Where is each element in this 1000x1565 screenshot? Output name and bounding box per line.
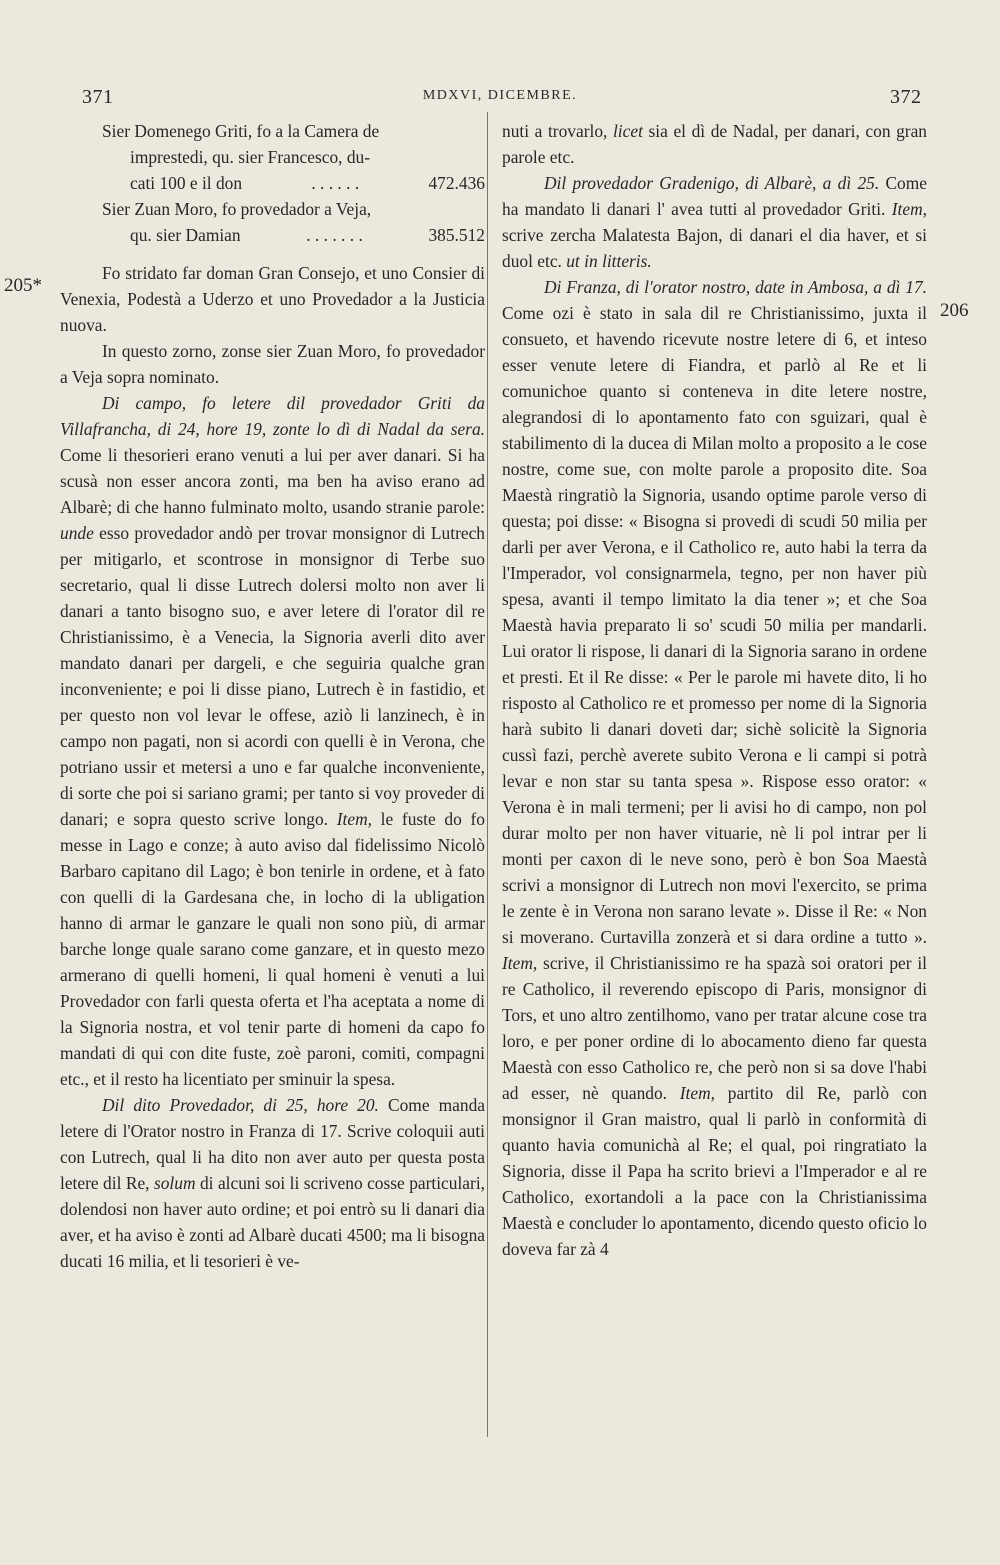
paragraph-text: scrive zercha Malatesta Bajon, di danari el dia haver, et si duol etc. (502, 225, 927, 271)
paragraph (502, 170, 927, 274)
leader-dots: . . . . . . . (306, 225, 363, 245)
paragraph-text: di alcuni soi li scriveno cosse particulari, dolendosi non haver auto ordine; et poi entrò su li danari dia aver, et ha aviso è zonti ad Albarè ducati 4500; ma li bisogna ducati 16 milia, et li tesorieri è ve- (60, 1173, 485, 1271)
account-line: imprestedi, qu. sier Francesco, du- (130, 147, 371, 167)
account-line (60, 222, 485, 248)
paragraph-heading: Dil dito Provedador, di 25, hore 20. (102, 1095, 379, 1115)
paragraph-text: Come manda letere di l'Orator nostro in Franza di 17. Scrive coloquii auti con Lutrech, qual li ha dito non aver auto per questa posta letere dil Re, (60, 1095, 486, 1193)
account-line-text: cati 100 e il don (130, 173, 243, 193)
paragraph (502, 118, 927, 170)
paragraph-text: le fuste do fo messe in Lago e conze; à auto aviso dal fidelissimo Nicolò Barbaro capitano dil Lago; è bon tenirle in ordene, et à fato con quelli di la Gardesana che, in locho di la ubligation hanno di armar le ganzare le quali non sono più, di armar barche longe quale sarano come ganzare, et in questo mezo armerano di quelli homeni, li qual homeni è venuti a lui Provedador con farli questa oferta et l'ha aceptata a nome di la Signoria nostra, et vol tenir parte di homeni da capo fo mandati di qui con dite fuste, zoè paroni, comiti, compagni etc., et il resto ha licentiato per sminuir la spesa. (60, 809, 485, 1089)
left-page-number: 371 (82, 86, 114, 108)
account-line: Sier Zuan Moro, fo provedador a Veja, (102, 199, 372, 219)
right-page-number: 372 (890, 86, 922, 108)
paragraph-heading: Dil provedador Gradenigo, di Albarè, a dì 25. (544, 173, 880, 193)
latin-term: Item, (328, 809, 372, 829)
latin-term: Item, (667, 1083, 716, 1103)
latin-term: Item, (502, 953, 538, 973)
account-line (60, 170, 485, 196)
paragraph-text: esso provedador andò per trovar monsignor di Lutrech per mitigarlo, et scontrose in monsignor di Terbe suo secretario, qual li disse Lutrech dolersi molto non aver li danari a tanto bisogno suo, e aver letere di l'orator dil re Christianissimo, è a Venecia, la Signoria averli dito aver mandato danari per dargeli, e che seguiria qualche gran inconveniente; e poi li disse piano, Lutrech è in fastidio, et per questo non vol levar le offese, aziò li lanzinech, è in campo non pagati, non si acordi con quelli è in Verona, che potriano ussir et metersi a uno e far qualche inconveniente, di sorte che poi si sariano grami; per tanto si voy proveder di danari; e sopra questo scrive longo. (60, 523, 485, 829)
left-column (60, 118, 485, 1274)
right-margin-marker: 206 (940, 300, 969, 321)
account-amount: 385.512 (428, 225, 485, 245)
account-line-text: qu. sier Damian (130, 225, 241, 245)
account-entry (60, 196, 485, 248)
paragraph (60, 1092, 485, 1274)
paragraph-text: Come ozi è stato in sala dil re Christianissimo, juxta il consueto, et havendo ricevute nostre letere di 6, et inteso esser venute letere di Fiandra, et parlò al Re et li comunichoe quanto si conteneva in dite letere nostre, alegrandosi di lo apontamento fato con sguizari, qual è stabilimento di la ducea di Milan molto a proposito a le cose nostre, come sue, con molte parole a proposito dite. Soa Maestà ringratiò la Signoria, usando optime parole verso di questa; poi disse: « Bisogna si provedi di scudi 50 milia per darli per aver Verona, e il Catholico re, auto habi la terra da l'Imperador, vol consignarmela, tegno, per non haver più spesa, avanti il tempo limitato la dia tener »; et che Soa Maestà havia preparato li so' scudi 50 milia per mandarli. Lui orator li rispose, li danari di la Signoria sarano in ordene et presti. Et il Re disse: « Per le parole mi havete dito, li ho risposto al Catholico re et promesso per nome di la Signoria harà subito li danari doveti dar; sichè solicitè la Signoria cussì fazi, perchè averete subito Verona e li campi si potrà levar e non star su tanta spesa ». Rispose esso orator: « Verona è in mali termeni; per li avisi ho di campo, non pol durar molto per non haver vituarie, nè li pol intrar per li monti per caxon di le neve sono, però è bon Soa Maestà scrivi a monsignor di Lutrech non movi l'exercito, se prima le zente è in Verona non sarano levate ». Disse il Re: « Non si moverano. Curtavilla zonzerà et si dara ordine a tutto ». (502, 303, 927, 947)
latin-term: ut in litteris. (561, 251, 652, 271)
leader-dots: . . . . . . (311, 173, 360, 193)
paragraph-text: Come li thesorieri erano venuti a lui per aver danari. Si ha scusà non esser ancora zonti, ma ben ha aviso erano ad Albarè; di che hanno fulminato molto, usando stranie parole: (60, 445, 485, 517)
account-line: Sier Domenego Griti, fo a la Camera de (102, 121, 380, 141)
paragraph-heading: Di Franza, di l'orator nostro, date in Ambosa, a dì 17. (544, 277, 927, 297)
paragraph (502, 274, 927, 1262)
paragraph: Fo stridato far doman Gran Consejo, et uno Consier di Venexia, Podestà a Uderzo et uno Provedador a la Justicia nuova. (60, 263, 485, 335)
account-amount: 472.436 (428, 173, 485, 193)
latin-term: unde (60, 523, 94, 543)
column-divider (487, 112, 488, 1437)
latin-term: licet (607, 121, 643, 141)
account-entry (60, 118, 485, 196)
paragraph-text: sia el dì de Nadal, per danari, con gran parole etc. (502, 121, 928, 167)
paragraph (60, 390, 485, 1092)
left-margin-marker: 205* (4, 275, 42, 296)
latin-term: solum (149, 1173, 196, 1193)
latin-term: Item, (885, 199, 927, 219)
paragraph-text: partito dil Re, parlò con monsignor il Gran maistro, qual li parlò in conformità di quanto havia comunichà al Re; el qual, poi ringratiato la Signoria, disse il Papa ha scrito brievi a l'Imperador e al re Catholico, exortandoli a la pace con la Christianissima Maestà e concluder lo apontamento, dicendo questo oficio lo doveva far zà 4 (502, 1083, 927, 1259)
paragraph-text: scrive, il Christianissimo re ha spazà soi oratori per il re Catholico, il reverendo episcopo di Paris, monsignor di Tors, et uno altro zentilhomo, vano per tratar alcune cose tra loro, e per poner ordine di lo abocamento dieno far questa Maestà con esso Catholico re, che però non si sa dove l'habi ad esser, nè quando. (502, 953, 927, 1103)
paragraph-text: nuti a trovarlo, (502, 121, 608, 141)
paragraph: In questo zorno, zonse sier Zuan Moro, fo provedador a Veja sopra nominato. (60, 341, 485, 387)
paragraph-heading: Di campo, fo letere dil provedador Griti da Villafrancha, di 24, hore 19, zonte lo dì di Nadal da sera. (60, 393, 485, 439)
right-column (502, 118, 927, 1262)
running-title: MDXVI, DICEMBRE. (422, 88, 578, 103)
paragraph-text: Come ha mandato li danari l' avea tutti al provedador Griti. (502, 173, 927, 219)
